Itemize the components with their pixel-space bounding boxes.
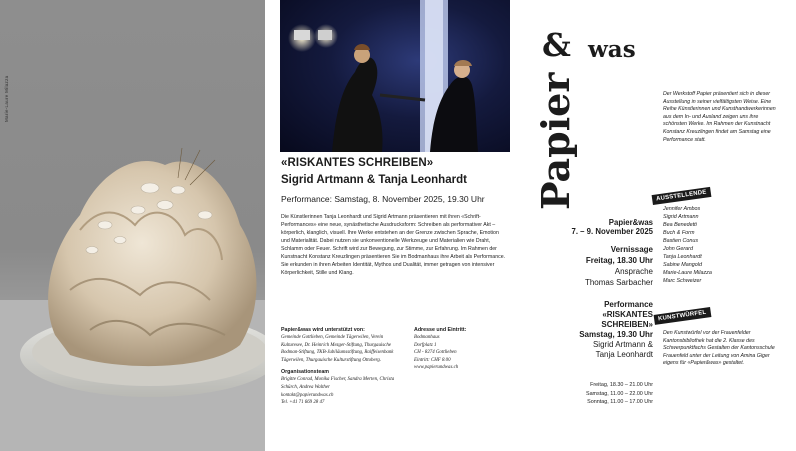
performance-artists: Sigrid Artmann & Tanja Leonhardt: [281, 174, 467, 186]
vernissage-speech-label: Ansprache: [614, 267, 653, 276]
vernissage-block: [540, 244, 653, 288]
address-heading: Adresse und Eintritt:: [414, 327, 467, 333]
event-dates-block: [540, 218, 653, 236]
artist-item: Marc Schweizer: [663, 278, 702, 284]
orga-heading: Organisationsteam: [281, 369, 329, 376]
performance-time: Samstag, 19.30 Uhr: [579, 330, 653, 339]
opening-hours-item: Samstag, 11.00 – 22.00 Uhr: [585, 390, 653, 397]
performance-block: [540, 300, 653, 360]
event-name: Papier&was: [608, 218, 653, 227]
brand-ampersand: &: [542, 26, 571, 64]
artist-item: Jennifer Ambos: [663, 206, 701, 212]
brand-was: was: [588, 36, 636, 63]
contact-email[interactable]: kontakt@papierundwas.ch: [281, 392, 334, 398]
address-line: Bodmanhaus: [414, 335, 440, 340]
opening-hours-item: Freitag, 18.30 – 21.00 Uhr: [590, 382, 653, 388]
tag-kunstwuerfel: KUNSTWÜRFEL: [654, 307, 711, 325]
address-line: CH - 8274 Gottlieben: [414, 350, 457, 356]
vernissage-time: Freitag, 18.30 Uhr: [585, 256, 653, 265]
performance-title-line: «RISKANTES: [602, 310, 653, 319]
opening-hours-item: Sonntag, 11.00 – 17.00 Uhr: [587, 399, 653, 405]
photo-performance: [280, 0, 510, 152]
orga-text: Brigitte Conrad, Monika Fischer, Sandra Merten, Christa Schürch, Andrea Walther: [281, 377, 395, 390]
paper-sculpture-illustration: [0, 0, 265, 451]
contact-phone: Tel. +41 71 669 28 47: [281, 400, 325, 406]
artist-item: Tanja Leonhardt: [663, 254, 702, 260]
website-link[interactable]: www.papierundwas.ch: [414, 365, 459, 371]
performance-heading: Performance: [604, 300, 653, 309]
kunstwuerfel-text: Den Kunstwürfel vor der Frauenfelder Kantonsbibliothek hat die 2. Klasse des Schwerpunktfachs Gestalten der Kantonsschule Frauenfeld unter der Leitung von Amina Giger eigens für «Papier&was» gestaltet.: [663, 330, 775, 367]
support-heading: Papier&was wird unterstützt von:: [281, 327, 365, 333]
exhibition-intro: Der Werkstoff Papier präsentiert sich in dieser Ausstellung in seiner vielfältigsten Weise. Eine Reihe Künstlerinnen und Kunsthandwerkerinnen aus dem In- und Ausland zeigen uns ihre schönsten Werke. Im Rahmen der Kunstnacht Konstanz Kreuzlingen findet am Samstag eine Performance statt.: [663, 91, 776, 143]
performance-artist-line: Tanja Leonhardt: [595, 350, 653, 359]
support-section: [281, 327, 401, 407]
event-dates: 7. – 9. November 2025: [571, 227, 653, 236]
artist-item: John Gerard: [663, 246, 693, 252]
address-line: Dorfplatz 1: [414, 342, 437, 348]
artist-item: Bastien Conus: [663, 238, 699, 244]
artist-item: Bea Benedetti: [663, 222, 697, 228]
vernissage-heading: Vernissage: [610, 245, 653, 254]
photo-credit: Marie-Laure Milazza: [4, 75, 9, 122]
performance-title-line: SCHREIBEN»: [601, 320, 653, 329]
support-text: Gemeinde Gottlieben, Gemeinde Tägerwilen, Verein Kulturesee, Dr. Heinrich Mezger-Stiftung, Thurgauische Bodman-Stiftung, TKB-Jubiläumsstiftung, Raiffeisenbank Tägerwilen, Thurgauische Kulturstiftung Ottoberg.: [281, 335, 394, 363]
performance-date: Performance: Samstag, 8. November 2025, 19.30 Uhr: [281, 194, 485, 204]
brand-papier: Papier: [533, 72, 578, 210]
artist-item: Buch & Form: [663, 230, 695, 236]
photo-paper-sculpture: [0, 0, 265, 451]
vernissage-speaker: Thomas Sarbacher: [584, 278, 653, 287]
opening-hours: [540, 381, 653, 407]
performance-description: Die Künstlerinnen Tanja Leonhardt und Sigrid Artmann präsentieren mit ihren «Schrift-Performances» eine neue, synästhetische Ausdrucksform: Schreiben als performativer Akt – körperlich, klanglich, visuell. Ihre Werke entstehen an der Grenze zwischen Sprache, Emotion und Materialität. Dabei nutzen sie unkonventionelle Werkzeuge und Materialien wie Draht, Schlamm oder Feuer. Schrift wird zur Bewegung, zur Stimme, zur Erfahrung. Im Rahmen der Kunstnacht Konstanz Kreuzlingen präsentieren Sie im Bodmanhaus ihre Arbeit als Performance. Sie erkunden in ihren Arbeiten Identität, Mythos und Dualität, immer getragen von intensiver Körperlichkeit, Stille und Klang.: [281, 214, 506, 276]
artist-item: Marie-Laure Milazza: [663, 270, 712, 276]
address-section: [414, 327, 509, 372]
artist-list: [663, 205, 773, 285]
tag-ausstellende: AUSSTELLENDE: [652, 187, 712, 205]
performance-artist-line: Sigrid Artmann &: [592, 340, 653, 349]
entry-fee: Eintritt: CHF 8.00: [414, 357, 451, 363]
artist-item: Sabine Mangold: [663, 262, 702, 268]
artist-item: Sigrid Artmann: [663, 214, 699, 220]
performance-illustration: [280, 0, 510, 152]
performance-title: «RISKANTES SCHREIBEN»: [281, 157, 434, 169]
